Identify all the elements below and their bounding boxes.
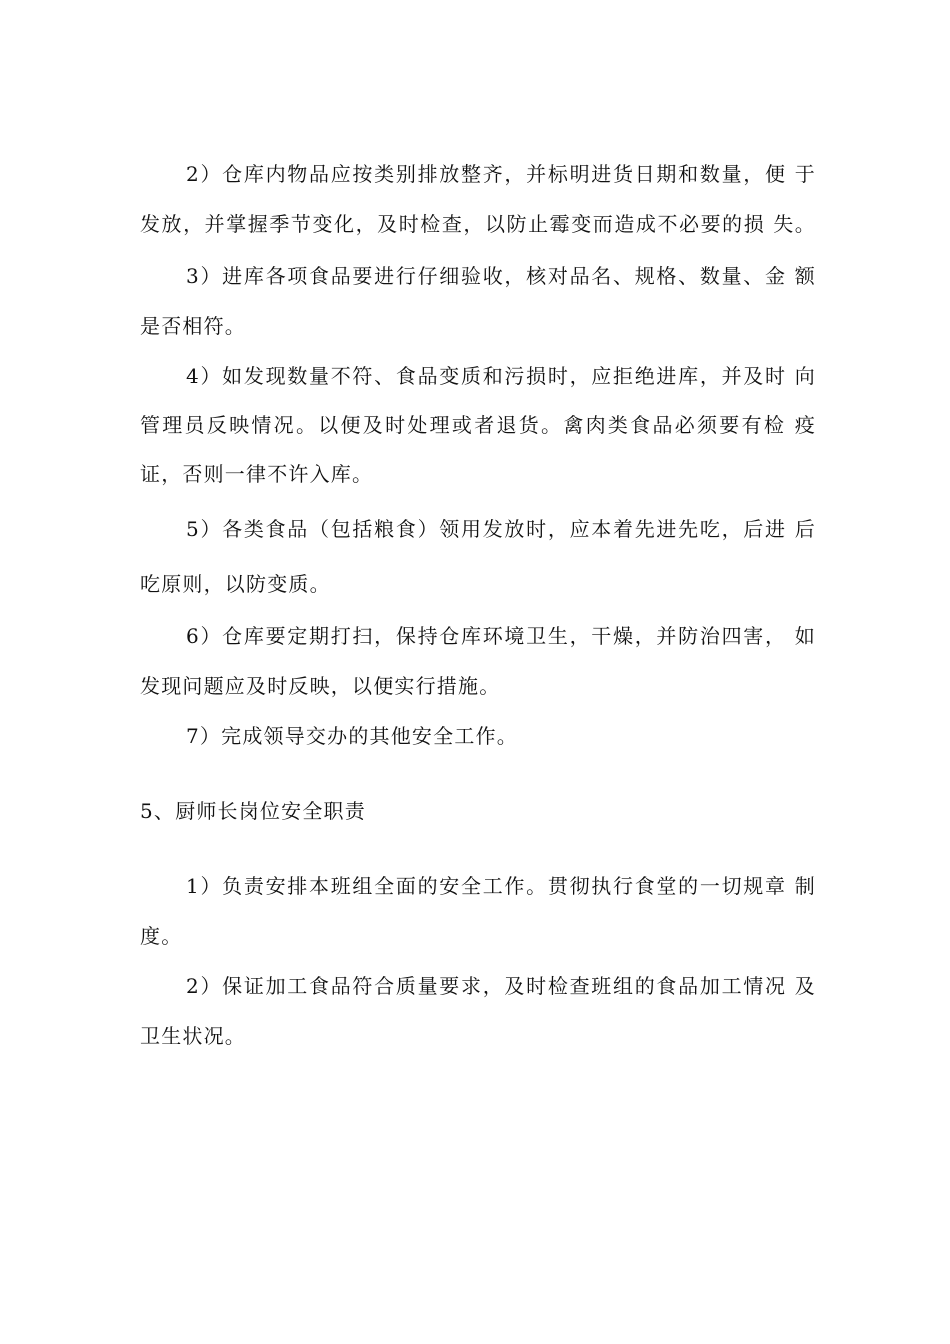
paragraph-3-line-1: 3）进库各项食品要进行仔细验收，核对品名、规格、数量、金 额 <box>186 264 816 288</box>
section-paragraph-2-line-1: 2）保证加工食品符合质量要求，及时检查班组的食品加工情况 及 <box>186 974 816 998</box>
section-paragraph-2-line-2: 卫生状况。 <box>140 1024 246 1048</box>
section-heading: 5、厨师长岗位安全职责 <box>140 799 366 823</box>
paragraph-4-line-3: 证，否则一律不许入库。 <box>140 462 374 486</box>
paragraph-5-line-2: 吃原则，以防变质。 <box>140 572 331 596</box>
paragraph-6-line-2: 发现问题应及时反映，以便实行措施。 <box>140 674 501 698</box>
paragraph-4-line-1: 4）如发现数量不符、食品变质和污损时，应拒绝进库，并及时 向 <box>186 364 816 388</box>
paragraph-5-line-1: 5）各类食品（包括粮食）领用发放时，应本着先进先吃，后进 后 <box>186 517 816 541</box>
paragraph-7-line-1: 7）完成领导交办的其他安全工作。 <box>186 724 518 748</box>
section-paragraph-1-line-2: 度。 <box>140 924 183 948</box>
paragraph-4-line-2: 管理员反映情况。以便及时处理或者退货。禽肉类食品必须要有检 疫 <box>140 413 816 437</box>
paragraph-2-line-1: 2）仓库内物品应按类别排放整齐，并标明进货日期和数量，便 于 <box>186 162 816 186</box>
paragraph-3-line-2: 是否相符。 <box>140 314 246 338</box>
section-paragraph-1-line-1: 1）负责安排本班组全面的安全工作。贯彻执行食堂的一切规章 制 <box>186 874 816 898</box>
paragraph-2-line-2: 发放，并掌握季节变化，及时检查，以防止霉变而造成不必要的损 失。 <box>140 212 816 236</box>
paragraph-6-line-1: 6）仓库要定期打扫，保持仓库环境卫生，干燥，并防治四害， 如 <box>186 624 816 648</box>
